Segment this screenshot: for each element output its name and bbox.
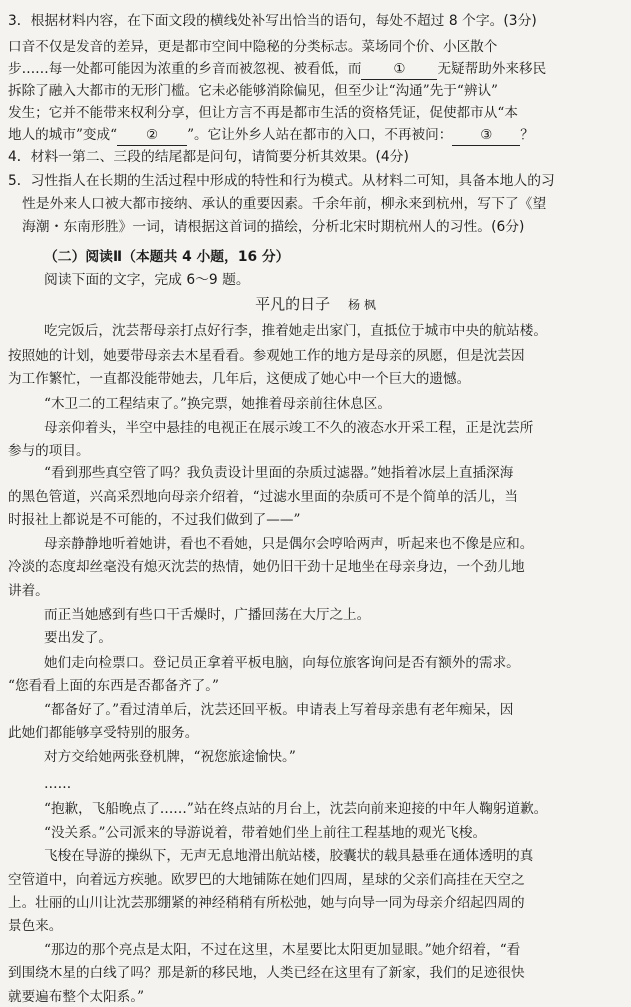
q4-prompt: 4．材料一第二、三段的结尾都是问句，请简要分析其效果。(4分) xyxy=(8,149,409,165)
story-paragraph-line: 就要遍布整个太阳系。” xyxy=(8,989,145,1005)
blank-3: ③ xyxy=(452,126,520,146)
story-paragraph-line: 空管道中，向着远方疾驰。欧罗巴的大地铺陈在她们四周，星球的父亲们高挂在天空之 xyxy=(8,872,525,888)
section-instruction: 阅读下面的文字，完成 6～9 题。 xyxy=(44,272,250,288)
story-paragraph-line: 冷淡的态度却丝毫没有熄灭沈芸的热情，她仍旧干劲十足地坐在母亲身边，一个劲儿地 xyxy=(8,559,525,575)
story-paragraph-line: “那边的那个亮点是太阳，不过在这里，木星要比太阳更加显眼。”她介绍着，“看 xyxy=(44,942,521,958)
q3-passage-line: 口音不仅是发音的差异，更是都市空间中隐秘的分类标志。菜场同个价、小区散个 xyxy=(8,39,498,55)
story-title: 平凡的日子 xyxy=(255,295,331,313)
q5-prompt-line: 性是外来人口被大都市接纳、承认的重要因素。千余年前，柳永来到杭州，写下了《望 xyxy=(22,196,547,212)
q3-passage-line: 地人的城市”变成“ ② ”。它让外乡人站在都市的入口，不再被问： ③ ？ xyxy=(8,126,624,146)
q3-passage-line: 拆除了融入大都市的无形门槛。它未必能够消除偏见，但至少让“沟通”先于“辨认” xyxy=(8,83,498,99)
story-paragraph-line: 对方交给她两张登机牌，“祝您旅途愉快。” xyxy=(44,749,296,765)
q5-prompt-line: 海潮・东南形胜》一词，请根据这首词的描绘，分析北宋时期杭州人的习性。(6分) xyxy=(22,219,525,235)
story-paragraph-line: 上。壮丽的山川让沈芸那绷紧的神经稍稍有所松弛，她与向导一同为母亲介绍起四周的 xyxy=(8,895,525,911)
story-title-block xyxy=(0,293,631,314)
story-paragraph-line: “您看看上面的东西是否都备齐了。” xyxy=(8,678,220,694)
story-paragraph-line: 此她们都能够享受特别的服务。 xyxy=(8,725,199,741)
story-paragraph-line: “都备好了。”看过清单后，沈芸还回平板。申请表上写着母亲患有老年痴呆，因 xyxy=(44,702,514,718)
story-paragraph-line: “看到那些真空管了吗？我负责设计里面的杂质过滤器。”她指着冰层上直插深海 xyxy=(44,465,514,481)
section-heading: （二）阅读Ⅱ（本题共 4 小题，16 分） xyxy=(44,249,290,265)
story-paragraph-line: “抱歉，飞船晚点了……”站在终点站的月台上，沈芸向前来迎接的中年人鞠躬道歉。 xyxy=(44,801,548,817)
story-paragraph-line: 她们走向检票口。登记员正拿着平板电脑，向每位旅客询问是否有额外的需求。 xyxy=(44,655,520,671)
story-paragraph-line: 母亲仰着头，半空中悬挂的电视正在展示竣工不久的液态水开采工程，正是沈芸所 xyxy=(44,420,534,436)
story-paragraph-line: “木卫二的工程结束了。”换完票，她推着母亲前往休息区。 xyxy=(44,396,391,412)
blank-1: ① xyxy=(361,60,437,80)
story-paragraph-line: 参与的项目。 xyxy=(8,443,90,459)
story-author: 杨 枫 xyxy=(348,298,376,312)
story-paragraph-line: 按照她的计划，她要带母亲去木星看看。参观她工作的地方是母亲的夙愿，但是沈芸因 xyxy=(8,348,525,364)
q5-prompt: 5．习性指人在长期的生活过程中形成的特性和行为模式。从材料二可知，具备本地人的习 xyxy=(8,173,555,189)
story-paragraph-line: 的黑色管道，兴高采烈地向母亲介绍着，“过滤水里面的杂质可不是个简单的活儿，当 xyxy=(8,489,518,505)
story-paragraph-line: 要出发了。 xyxy=(44,630,112,646)
q3-prompt: 3．根据材料内容，在下面文段的横线处补写出恰当的语句，每处不超过 8 个字。(3分) xyxy=(8,13,537,29)
story-paragraph-line: 为工作繁忙，一直都没能带她去，几年后，这便成了她心中一个巨大的遗憾。 xyxy=(8,371,471,387)
story-paragraph-line: 到围绕木星的白线了吗？那是新的移民地，人类已经在这里有了新家，我们的足迹很快 xyxy=(8,965,525,981)
q3-passage-line: 发生；它并不能带来权利分享，但让方言不再是都市生活的资格凭证，促使都市从“本 xyxy=(8,105,518,121)
blank-2: ② xyxy=(117,126,187,146)
story-paragraph-line: 母亲静静地听着她讲，看也不看她，只是偶尔会哼哈两声，听起来也不像是应和。 xyxy=(44,536,534,552)
story-paragraph-line: 时报社上都说是不可能的，不过我们做到了——” xyxy=(8,512,301,528)
story-paragraph-line: …… xyxy=(44,776,72,792)
story-paragraph-line: 飞梭在导游的操纵下，无声无息地滑出航站楼，胶囊状的载具悬垂在通体透明的真 xyxy=(44,848,534,864)
q3-passage-line: 步……每一处都可能因为浓重的乡音而被忽视、被看低，而 ① 无疑帮助外来移民 xyxy=(8,60,624,80)
story-paragraph-line: “没关系。”公司派来的导游说着，带着她们坐上前往工程基地的观光飞梭。 xyxy=(44,825,487,841)
story-paragraph-line: 讲着。 xyxy=(8,583,49,599)
story-paragraph-line: 吃完饭后，沈芸帮母亲打点好行李，推着她走出家门，直抵位于城市中央的航站楼。 xyxy=(44,323,547,339)
story-paragraph-line: 而正当她感到有些口干舌燥时，广播回荡在大厅之上。 xyxy=(44,607,371,623)
story-paragraph-line: 景色来。 xyxy=(8,918,63,934)
